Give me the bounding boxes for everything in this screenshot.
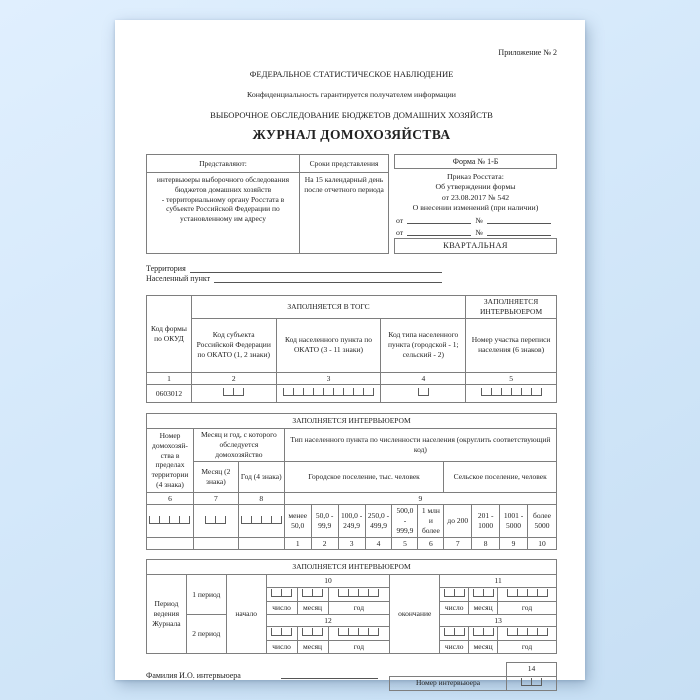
territory-label: Территория [146, 264, 186, 273]
survey-name-heading: ВЫБОРОЧНОЕ ОБСЛЕДОВАНИЕ БЮДЖЕТОВ ДОМАШНИХ ХОЗЯЙСТВ [210, 110, 493, 120]
size-category: 201 - 1000 [472, 505, 500, 537]
category-code: 4 [365, 537, 392, 550]
form-info-column [394, 154, 557, 254]
settlement-type-entry [381, 385, 466, 403]
submitters-table [146, 154, 389, 254]
size-category: более 5000 [527, 505, 556, 537]
form-content [115, 48, 585, 691]
end-month-entry [469, 588, 498, 602]
column-number: 1 [147, 372, 192, 385]
date-part-label: число [440, 641, 469, 654]
empty-cell [147, 537, 194, 550]
confidentiality-note: Конфиденциальность гарантируется получателем информации [247, 90, 456, 99]
order-date-number: от 23.08.2017 № 542 [441, 192, 510, 202]
box-14-header: 14 [507, 662, 557, 676]
amendment-line-1 [394, 215, 557, 225]
tick-boxes [149, 516, 190, 524]
interviewer-number-table [389, 662, 557, 691]
togs-codes-table [146, 295, 557, 403]
start-day-entry [266, 627, 297, 641]
date-part-label: число [266, 641, 297, 654]
size-category: 500,0 - 999,9 [392, 505, 418, 537]
submitters-text-2: - территориальному органу Росстата в субъекте Российской Федерации по установленному им адресу [161, 194, 285, 223]
block-number: 12 [266, 614, 390, 627]
appendix-note: Приложение № 2 [498, 48, 557, 57]
rural-group-header: Сельское поселение, человек [444, 461, 557, 492]
size-category: 250,0 - 499,9 [365, 505, 392, 537]
category-code: 3 [338, 537, 365, 550]
submitters-header-cell: Представляют: [147, 155, 300, 173]
tick-boxes [418, 388, 429, 396]
journal-period-header: Период ведения Журнала [147, 575, 187, 654]
interviewer-number-label: Номер интервьюера [390, 676, 507, 690]
category-code: 5 [392, 537, 418, 550]
federal-observation-heading: ФЕДЕРАЛЬНОЕ СТАТИСТИЧЕСКОЕ НАБЛЮДЕНИЕ [249, 69, 454, 79]
census-area-header: Номер участка переписи населения (6 знаков) [466, 318, 557, 372]
tick-boxes [473, 628, 494, 636]
location-block [146, 264, 557, 284]
size-category: 100,0 - 249,9 [338, 505, 365, 537]
form-footer [146, 662, 557, 691]
settlement-blank [214, 275, 442, 283]
no-label: № [475, 228, 483, 238]
togs-section-header: ЗАПОЛНЯЕТСЯ В ТОГС [191, 296, 465, 319]
amendment-line-2 [394, 227, 557, 237]
empty-cell [390, 662, 507, 676]
tick-boxes [271, 589, 292, 597]
date-part-label: год [328, 641, 390, 654]
household-number-entry [147, 505, 194, 537]
size-category: менее 50,0 [284, 505, 311, 537]
tick-boxes [444, 628, 465, 636]
submitters-body-cell [147, 173, 300, 254]
column-number: 5 [466, 372, 557, 385]
tick-boxes [481, 388, 542, 396]
tick-boxes [507, 589, 548, 597]
year-entry [238, 505, 284, 537]
interviewer-section-header: ЗАПОЛНЯЕТСЯ ИНТЕРВЬЮЕРОМ [147, 414, 557, 429]
rosstat-order-block [394, 172, 557, 213]
month-year-group-header: Месяц и год, с которого обследуется домохозяйство [193, 429, 284, 461]
tick-boxes [302, 589, 323, 597]
empty-cell [238, 537, 284, 550]
order-approval: Об утверждении формы [435, 182, 516, 192]
start-year-entry [328, 588, 390, 602]
block-number: 11 [440, 575, 557, 588]
interviewer-name-blank [281, 662, 378, 679]
deadline-body-cell: На 15 календарный день после отчетного периода [300, 173, 389, 254]
column-number: 2 [191, 372, 276, 385]
end-day-entry [440, 627, 469, 641]
start-month-entry [297, 588, 328, 602]
empty-cell [193, 537, 238, 550]
amendment-date-blank [407, 215, 471, 224]
settlement-row [146, 274, 442, 284]
category-code: 8 [472, 537, 500, 550]
amendment-number-blank [487, 227, 551, 236]
deadline-header-cell: Сроки представления [300, 155, 389, 173]
date-part-label: год [328, 601, 390, 614]
interviewer-number-entry [507, 676, 557, 690]
month-header: Месяц (2 знака) [193, 461, 238, 492]
settlement-type-header: Код типа населенного пункта (городской - 1; сельский - 2) [381, 318, 466, 372]
tick-boxes [223, 388, 244, 396]
tick-boxes [302, 628, 323, 636]
period-1-label: 1 период [186, 575, 226, 614]
date-part-label: месяц [297, 601, 328, 614]
column-number: 4 [381, 372, 466, 385]
territory-row [146, 264, 442, 274]
interviewer-name-label: Фамилия И.О. интервьюера [146, 670, 241, 680]
period-2-label: 2 период [186, 614, 226, 653]
amendment-number-blank [487, 215, 551, 224]
end-label: окончание [390, 575, 440, 654]
date-part-label: год [498, 601, 557, 614]
form-number-box: Форма № 1-Б [394, 154, 557, 169]
column-number: 7 [193, 492, 238, 505]
household-number-header: Номер домохозяй-ства в пределах территории (4 знака) [147, 429, 194, 492]
size-category: 1001 - 5000 [500, 505, 528, 537]
column-number: 8 [238, 492, 284, 505]
date-part-label: год [498, 641, 557, 654]
start-day-entry [266, 588, 297, 602]
date-part-label: месяц [469, 641, 498, 654]
settlement-code-entry [276, 385, 381, 403]
block-number: 13 [440, 614, 557, 627]
form-page [115, 20, 585, 688]
column-number: 6 [147, 492, 194, 505]
no-label: № [475, 216, 483, 226]
tick-boxes [521, 678, 542, 686]
tick-boxes [283, 388, 374, 396]
category-code: 10 [527, 537, 556, 550]
category-code: 2 [311, 537, 338, 550]
submitters-text-1: интервьюеры выборочного обследования бюджетов домашних хозяйств [156, 175, 290, 194]
start-year-entry [328, 627, 390, 641]
order-title: Приказ Росстата: [447, 172, 504, 181]
size-category: 1 млн и более [418, 505, 444, 537]
tick-boxes [205, 516, 226, 524]
start-label: начало [226, 575, 266, 654]
tick-boxes [241, 516, 282, 524]
order-amendments: О внесении изменений (при наличии) [412, 202, 539, 212]
end-year-entry [498, 627, 557, 641]
end-month-entry [469, 627, 498, 641]
settlement-code-header: Код населенного пункта по ОКАТО (3 - 11 знаки) [276, 318, 381, 372]
settlement-label: Населенный пункт [146, 274, 211, 283]
ot-label: от [396, 216, 404, 226]
category-code: 6 [418, 537, 444, 550]
tick-boxes [444, 589, 465, 597]
form-title: ЖУРНАЛ ДОМОХОЗЯЙСТВА [252, 127, 451, 142]
category-code: 1 [284, 537, 311, 550]
category-code: 7 [444, 537, 472, 550]
amendment-date-blank [407, 227, 471, 236]
date-part-label: месяц [297, 641, 328, 654]
month-entry [193, 505, 238, 537]
okud-value-cell: 0603012 [147, 385, 192, 403]
tick-boxes [473, 589, 494, 597]
household-info-table [146, 413, 557, 550]
ot-label: от [396, 228, 404, 238]
territory-blank [190, 265, 442, 273]
size-category: до 200 [444, 505, 472, 537]
region-code-header: Код субъекта Российской Федерации по ОКАТО (1, 2 знаки) [191, 318, 276, 372]
region-code-entry [191, 385, 276, 403]
tick-boxes [271, 628, 292, 636]
interviewer-section-header: ЗАПОЛНЯЕТСЯ ИНТЕРВЬЮЕРОМ [147, 560, 557, 575]
settlement-size-group-header: Тип населенного пункта по численности населения (округлить соответствующий код) [284, 429, 556, 461]
date-part-label: число [266, 601, 297, 614]
tick-boxes [338, 628, 379, 636]
okud-header-cell: Код формы по ОКУД [147, 296, 192, 373]
category-code: 9 [500, 537, 528, 550]
size-category: 50,0 - 99,9 [311, 505, 338, 537]
end-day-entry [440, 588, 469, 602]
date-part-label: месяц [469, 601, 498, 614]
interviewer-section-header: ЗАПОЛНЯЕТСЯ ИНТЕРВЬЮЕРОМ [466, 296, 557, 319]
date-part-label: число [440, 601, 469, 614]
start-month-entry [297, 627, 328, 641]
tick-boxes [338, 589, 379, 597]
top-info-row [146, 154, 557, 254]
urban-group-header: Городское поселение, тыс. человек [284, 461, 444, 492]
quarterly-badge: КВАРТАЛЬНАЯ [394, 238, 557, 254]
column-number: 9 [284, 492, 556, 505]
tick-boxes [507, 628, 548, 636]
census-area-entry [466, 385, 557, 403]
column-number: 3 [276, 372, 381, 385]
end-year-entry [498, 588, 557, 602]
journal-period-table [146, 559, 557, 654]
block-number: 10 [266, 575, 390, 588]
year-header: Год (4 знака) [238, 461, 284, 492]
